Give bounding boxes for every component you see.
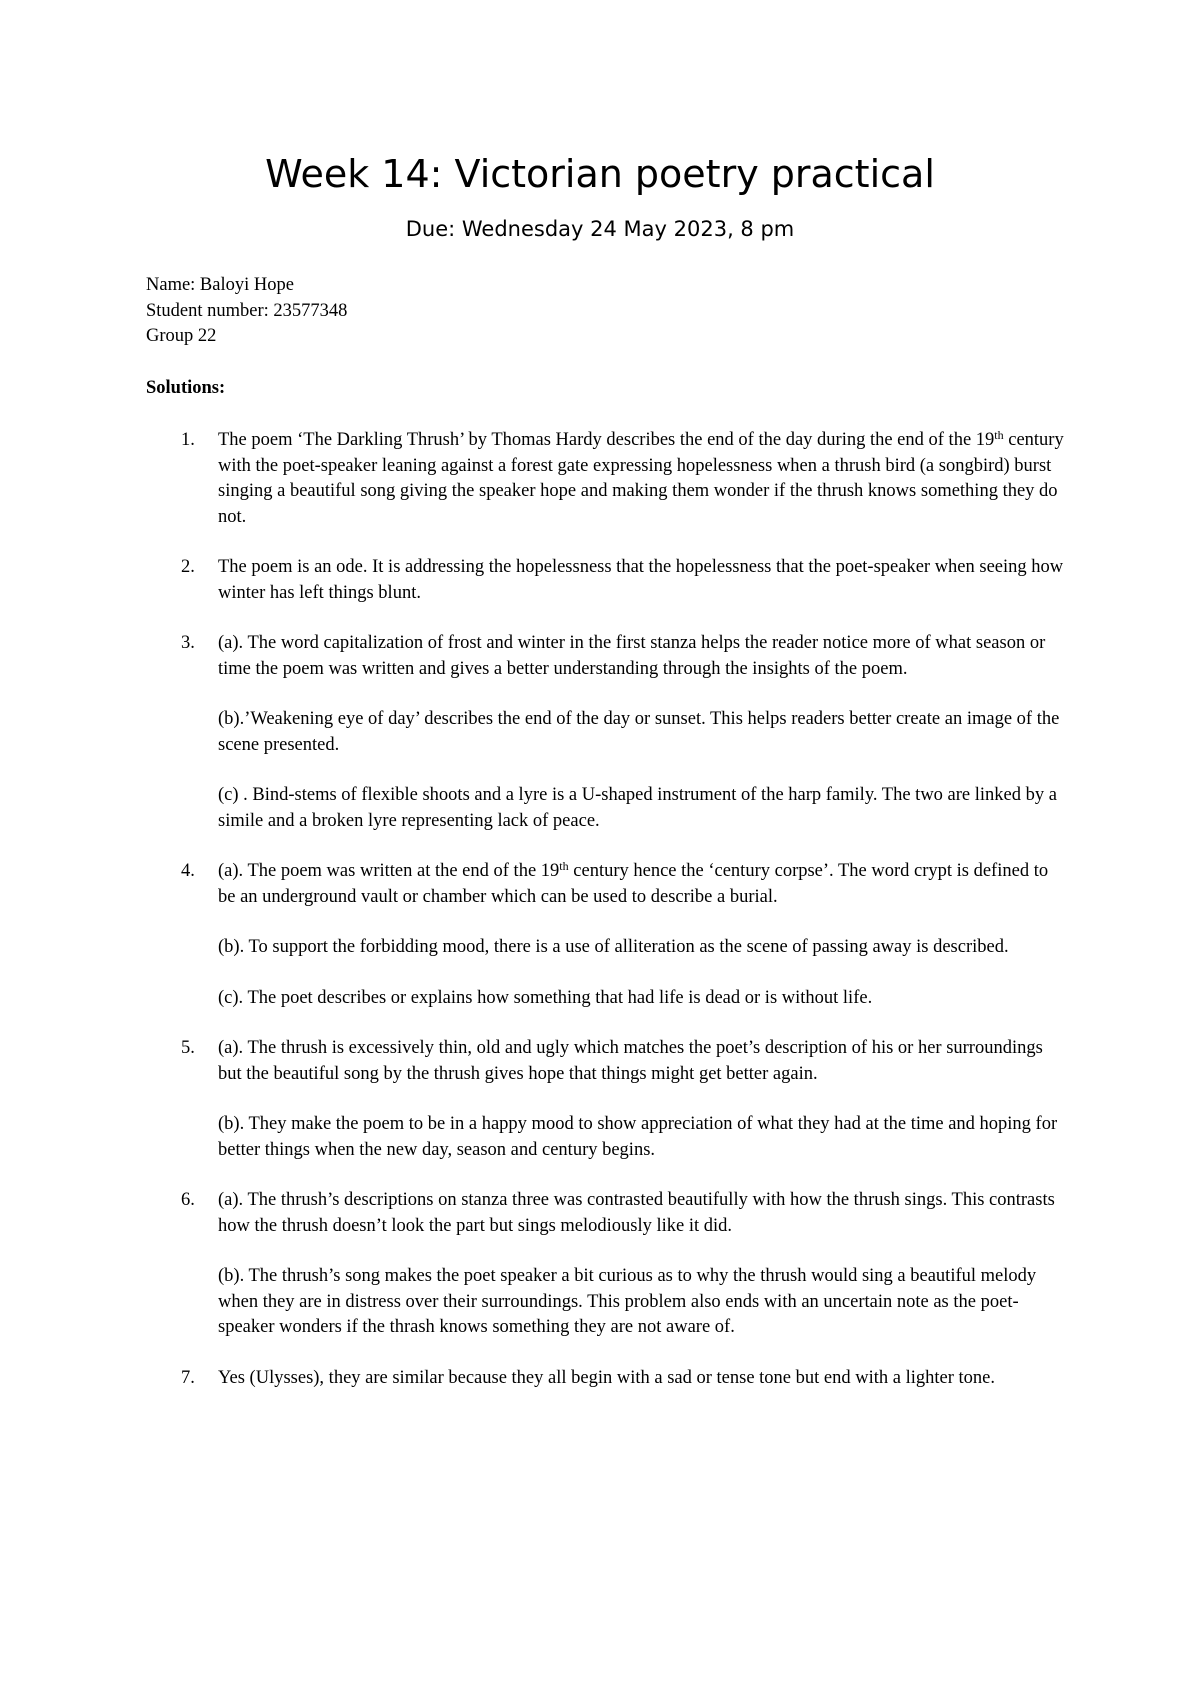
solutions-heading: Solutions: (146, 378, 226, 398)
student-details (146, 273, 347, 350)
student-number: Student number: 23577348 (146, 300, 348, 321)
ordinal-superscript: th (559, 859, 569, 873)
student-name: Name: Baloyi Hope (146, 275, 294, 295)
answer-item (146, 859, 1066, 1011)
due-date: Due: Wednesday 24 May 2023, 8 pm (405, 217, 795, 241)
answer-paragraph: (a). The thrush is excessively thin, old and ugly which matches the poet’s description of his or her surroundings but the beautiful song by the thrush gives hope that things might get better again. (218, 1038, 1043, 1084)
answer-text: The poem ‘The Darkling Thrush’ by Thomas Hardy describes the end of the day during the end of the 19 (218, 430, 995, 450)
answer-number: 3. (181, 633, 195, 653)
answer-number: 4. (181, 861, 195, 881)
answer-item (146, 1036, 1066, 1163)
answer-item (146, 555, 1066, 606)
answer-paragraph: The poem is an ode. It is addressing the hopelessness that the hopelessness that the poet-speaker when seeing how winter has left things blunt. (218, 557, 1064, 603)
answer-item (146, 1366, 1066, 1392)
answer-paragraph: (a). The thrush’s descriptions on stanza three was contrasted beautifully with how the thrush sings. This contrasts how the thrush doesn’t look the part but sings melodiously like it did. (218, 1190, 1055, 1236)
answer-paragraph: (c) . Bind-stems of flexible shoots and a lyre is a U-shaped instrument of the harp family. The two are linked by a simile and a broken lyre representing lack of peace. (218, 785, 1057, 831)
answer-paragraph (218, 428, 1066, 530)
answer-number: 5. (181, 1038, 195, 1058)
answer-number: 2. (181, 557, 195, 577)
answer-paragraph: (b). To support the forbidding mood, there is a use of alliteration as the scene of passing away is described. (218, 937, 1009, 957)
answer-item (146, 631, 1066, 834)
answer-item (146, 1188, 1066, 1341)
answer-text: century with the poet-speaker leaning against a forest gate expressing hopelessness when a thrush bird (a songbird) burst singing a beautiful song giving the speaker hope and making them wonder if the thrush knows something they do not. (218, 430, 1064, 527)
answer-number: 6. (181, 1190, 195, 1210)
answer-paragraph: (b). They make the poem to be in a happy mood to show appreciation of what they had at the time and hoping for better things when the new day, season and century begins. (218, 1114, 1058, 1160)
answer-number: 1. (181, 430, 195, 450)
ordinal-superscript: th (994, 428, 1004, 442)
answer-text: (a). The poem was written at the end of the 19 (218, 861, 560, 881)
student-group: Group 22 (146, 326, 217, 346)
answer-item (146, 428, 1066, 530)
answer-paragraph: (b).’Weakening eye of day’ describes the end of the day or sunset. This helps readers better create an image of the scene presented. (218, 709, 1060, 755)
page-title: Week 14: Victorian poetry practical (265, 152, 935, 196)
answers-list (146, 428, 1066, 1416)
answer-paragraph: Yes (Ulysses), they are similar because they all begin with a sad or tense tone but end with a lighter tone. (218, 1367, 995, 1388)
answer-number: 7. (181, 1367, 195, 1388)
answer-text: century hence the ‘century corpse’. The word crypt is defined to be an underground vault or chamber which can be used to describe a burial. (218, 861, 1049, 907)
answer-paragraph: (c). The poet describes or explains how something that had life is dead or is without life. (218, 987, 873, 1008)
answer-paragraph: (a). The word capitalization of frost and winter in the first stanza helps the reader notice more of what season or time the poem was written and gives a better understanding through the insights of the poem. (218, 633, 1046, 679)
answer-paragraph (218, 859, 1066, 910)
answer-paragraph: (b). The thrush’s song makes the poet speaker a bit curious as to why the thrush would sing a beautiful melody when they are in distress over their surroundings. This problem also ends with an uncertain note as the poet-speaker wonders if the thrash knows something they are not aware of. (218, 1266, 1037, 1337)
